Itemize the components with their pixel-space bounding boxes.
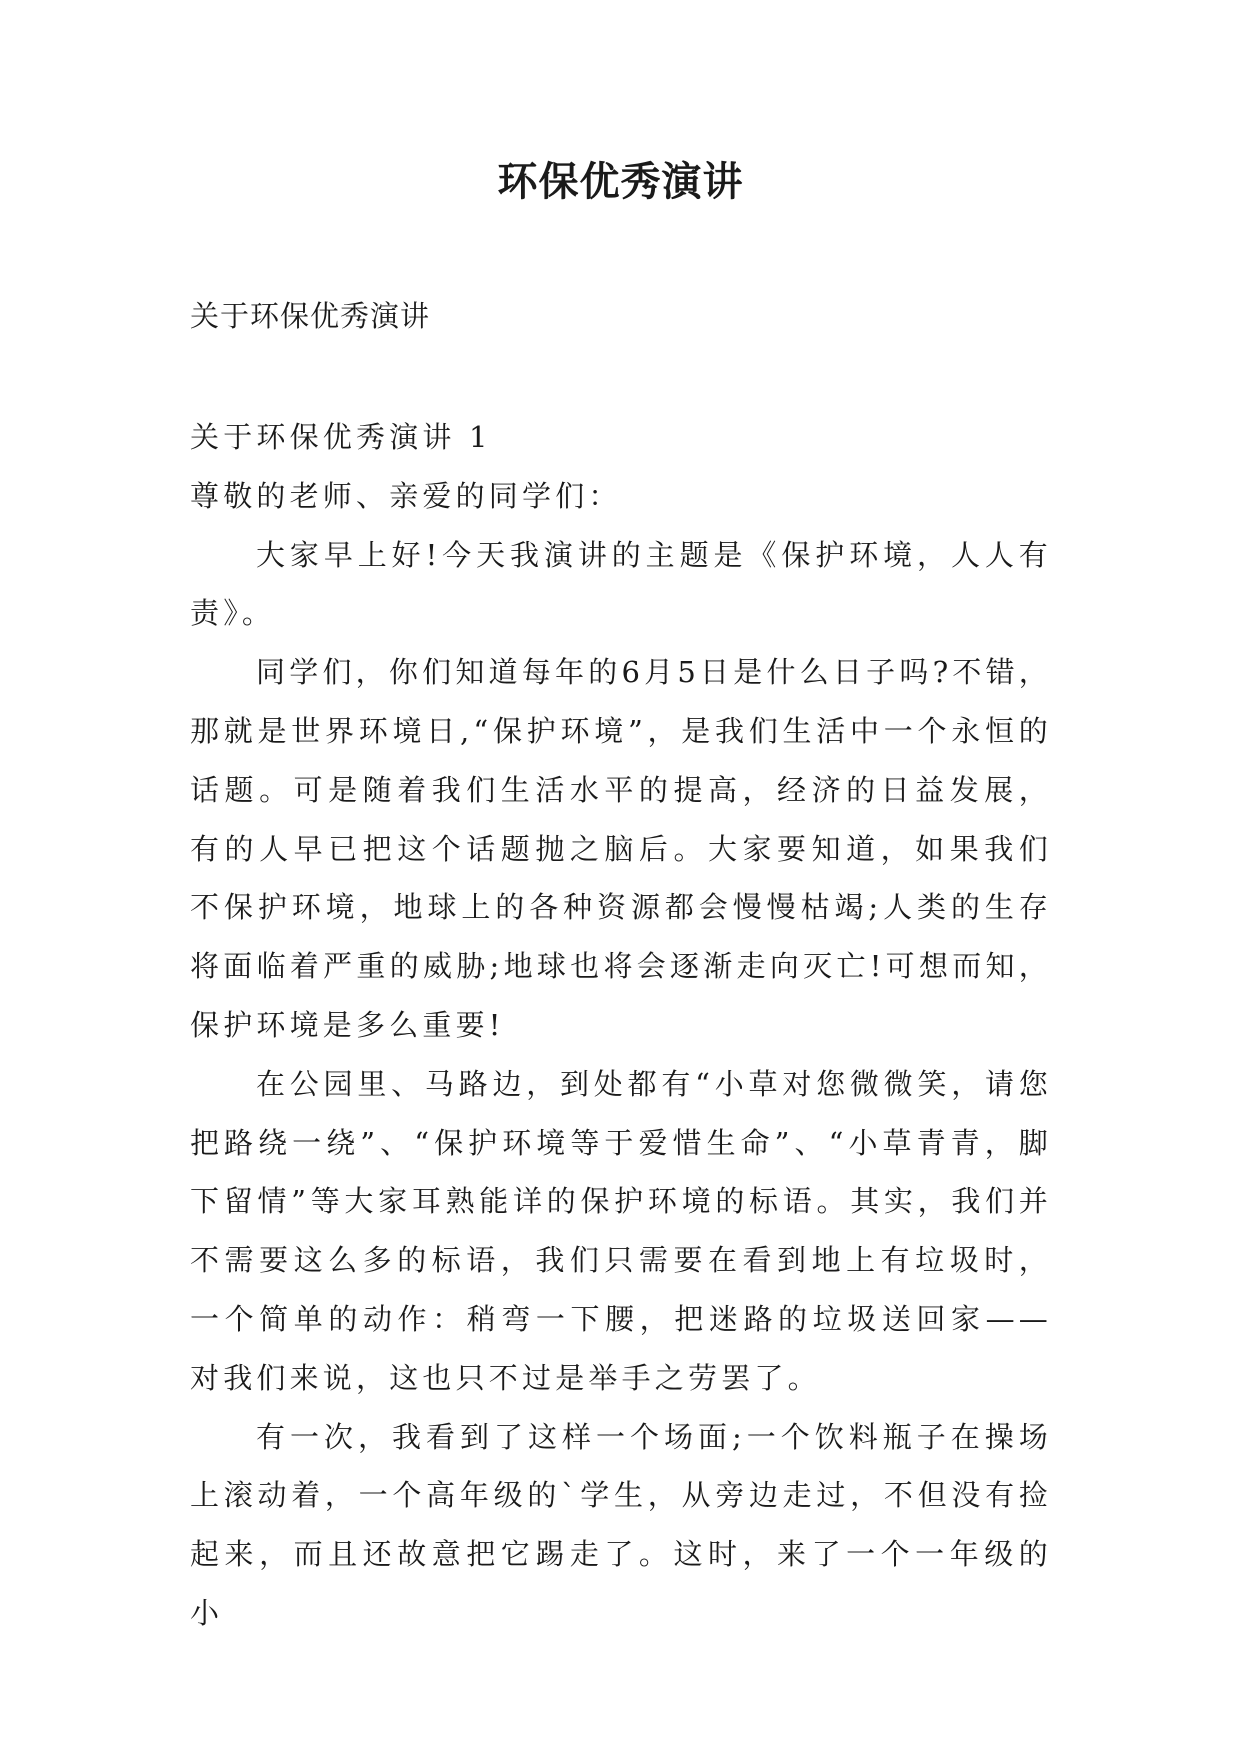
section-heading: 关于环保优秀演讲 1 bbox=[190, 420, 492, 454]
salutation: 尊敬的老师、亲爱的同学们： bbox=[190, 478, 622, 513]
paragraph: 有一次，我看到了这样一个场面;一个饮料瓶子在操场上滚动着，一个高年级的`学生，从旁边走过，不但没有捡起来，而且还故意把它踢走了。这时，来了一个一年级的小 bbox=[190, 1419, 1052, 1630]
document-subtitle: 关于环保优秀演讲 bbox=[190, 299, 431, 333]
paragraph: 同学们，你们知道每年的6月5日是什么日子吗?不错，那就是世界环境日,“保护环境”，是我们生活中一个永恒的话题。可是随着我们生活水平的提高，经济的日益发展，有的人早已把这个话题抛之脑后。大家要知道，如果我们不保护环境，地球上的各种资源都会慢慢枯竭;人类的生存将面临着严重的威胁;地球也将会逐渐走向灭亡!可想而知，保护环境是多么重要! bbox=[190, 655, 1052, 1042]
paragraph: 在公园里、马路边，到处都有“小草对您微微笑，请您把路绕一绕”、“保护环境等于爱惜生命”、“小草青青，脚下留情”等大家耳熟能详的保护环境的标语。其实，我们并不需要这么多的标语，我们只需要在看到地上有垃圾时，一个简单的动作：稍弯一下腰，把迷路的垃圾送回家——对我们来说，这也只不过是举手之劳罢了。 bbox=[190, 1066, 1052, 1395]
document-title: 环保优秀演讲 bbox=[497, 159, 744, 205]
paragraph: 大家早上好!今天我演讲的主题是《保护环境，人人有责》。 bbox=[190, 537, 1052, 631]
document-body bbox=[190, 408, 1052, 1643]
